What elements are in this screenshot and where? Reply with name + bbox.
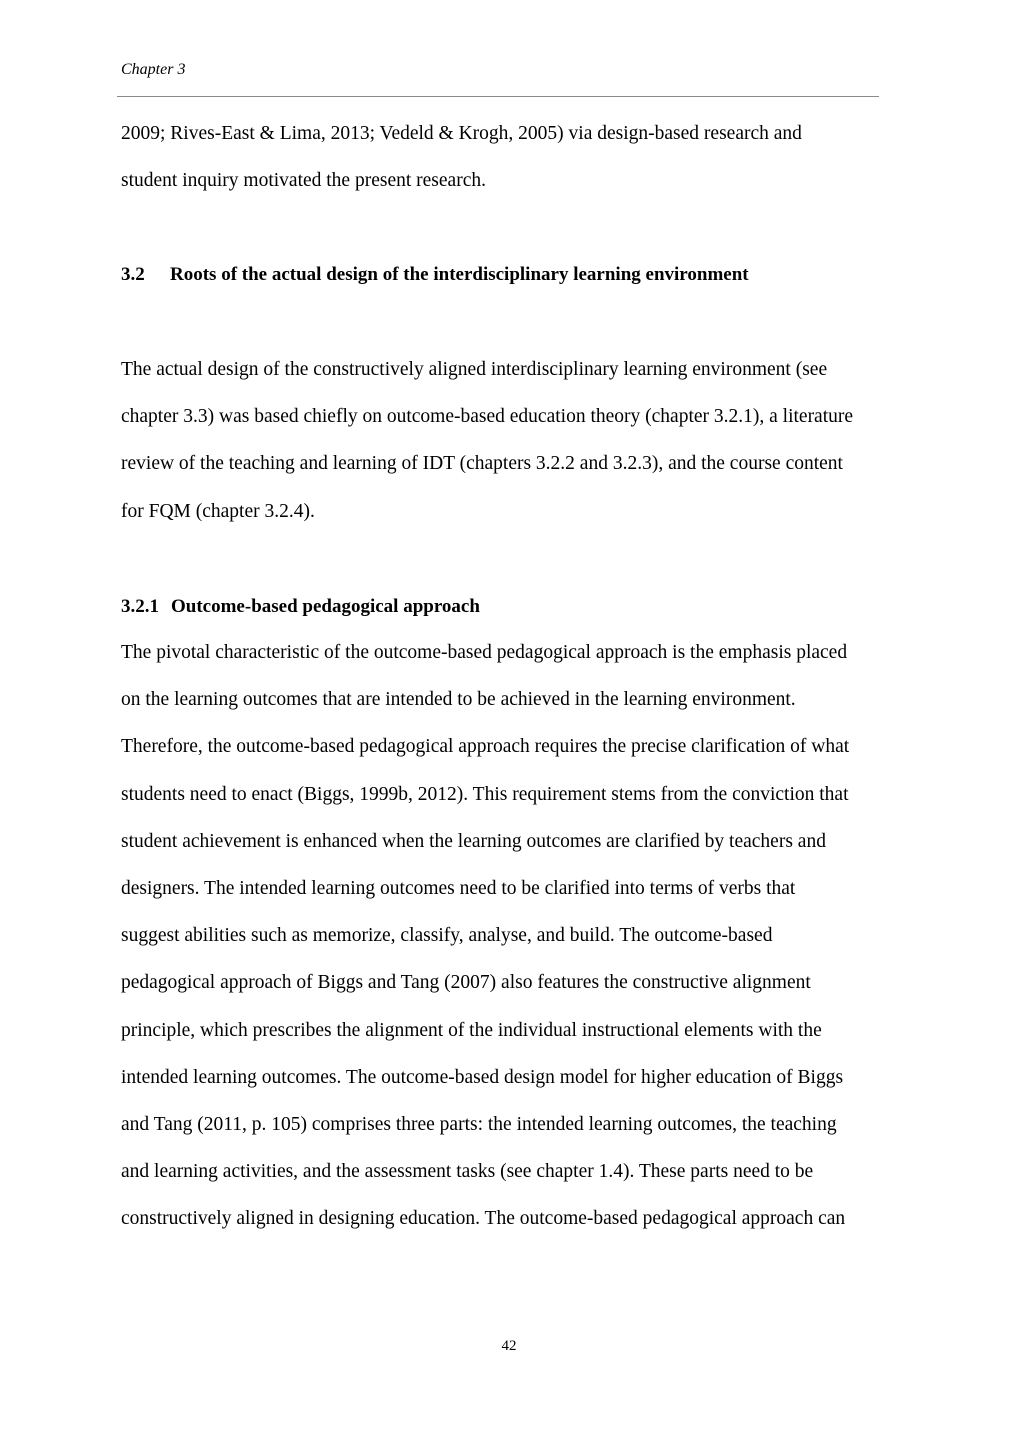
text-line: 2009; Rives-East & Lima, 2013; Vedeld & Krogh, 2005) via design-based research and bbox=[121, 123, 802, 144]
text-line: student achievement is enhanced when the learning outcomes are clarified by teachers and bbox=[121, 830, 826, 852]
page-number: 42 bbox=[501, 1338, 517, 1354]
text-line: designers. The intended learning outcomes need to be clarified into terms of verbs that bbox=[121, 877, 796, 899]
section-heading bbox=[121, 262, 749, 288]
section-number: 3.2 bbox=[121, 264, 145, 285]
text-line: on the learning outcomes that are intended to be achieved in the learning environment. bbox=[121, 689, 796, 711]
text-line: for FQM (chapter 3.2.4). bbox=[121, 500, 315, 522]
text-line: student inquiry motivated the present research. bbox=[121, 170, 486, 192]
text-line: constructively aligned in designing education. The outcome-based pedagogical approach can bbox=[121, 1208, 846, 1230]
text-line: chapter 3.3) was based chiefly on outcome-based education theory (chapter 3.2.1), a literature bbox=[121, 406, 854, 428]
paragraph-subsection bbox=[121, 629, 911, 1242]
header-divider bbox=[117, 96, 879, 97]
paragraph-section bbox=[121, 346, 911, 535]
text-line: and learning activities, and the assessment tasks (see chapter 1.4). These parts need to be bbox=[121, 1161, 814, 1183]
section-title: Roots of the actual design of the interdisciplinary learning environment bbox=[170, 264, 749, 285]
text-line: pedagogical approach of Biggs and Tang (2007) also features the constructive alignment bbox=[121, 972, 811, 994]
text-line: The actual design of the constructively aligned interdisciplinary learning environment (see bbox=[121, 359, 828, 380]
text-line: students need to enact (Biggs, 1999b, 2012). This requirement stems from the conviction that bbox=[121, 783, 849, 805]
paragraph-intro bbox=[121, 110, 911, 204]
text-line: review of the teaching and learning of IDT (chapters 3.2.2 and 3.2.3), and the course content bbox=[121, 453, 843, 475]
text-line: The pivotal characteristic of the outcome-based pedagogical approach is the emphasis placed bbox=[121, 642, 848, 663]
subsection-number: 3.2.1 bbox=[121, 596, 159, 617]
subsection-title: Outcome-based pedagogical approach bbox=[171, 596, 480, 617]
text-line: and Tang (2011, p. 105) comprises three parts: the intended learning outcomes, the teaching bbox=[121, 1113, 837, 1135]
text-line: principle, which prescribes the alignment of the individual instructional elements with the bbox=[121, 1019, 822, 1041]
text-line: intended learning outcomes. The outcome-based design model for higher education of Biggs bbox=[121, 1066, 844, 1088]
text-line: Therefore, the outcome-based pedagogical approach requires the precise clarification of what bbox=[121, 736, 850, 758]
text-line: suggest abilities such as memorize, classify, analyse, and build. The outcome-based bbox=[121, 925, 773, 947]
subsection-heading bbox=[121, 594, 480, 620]
running-header: Chapter 3 bbox=[121, 61, 186, 78]
